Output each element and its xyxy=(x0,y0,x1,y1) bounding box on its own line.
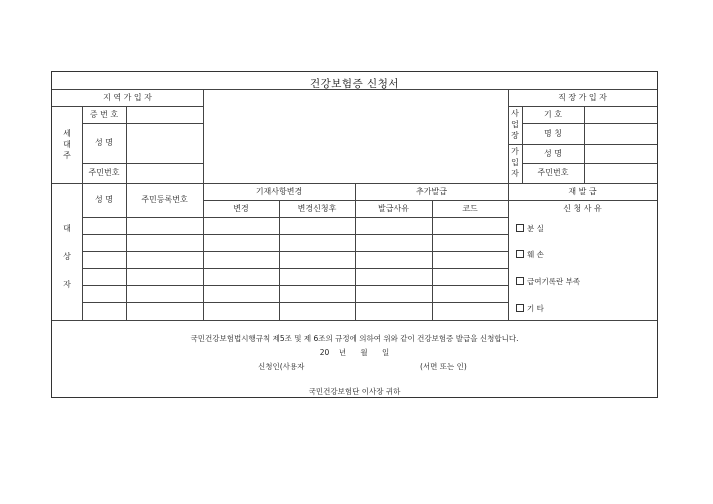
divider xyxy=(203,89,204,183)
name-label: 성 명 xyxy=(95,138,113,147)
checkbox[interactable] xyxy=(516,224,524,232)
divider xyxy=(82,302,508,303)
divider xyxy=(82,251,508,252)
checkbox[interactable] xyxy=(516,277,524,285)
after-change-header: 변경신청후 xyxy=(297,204,337,213)
business-label: 사업장 xyxy=(511,109,519,140)
business-name-field[interactable] xyxy=(585,124,656,143)
target-name-header: 성 명 xyxy=(95,195,113,204)
target-person-label: 대상자 xyxy=(63,224,71,289)
business-name-label: 명 칭 xyxy=(544,129,562,138)
resident-number-field[interactable] xyxy=(127,164,202,182)
issue-reason-header: 발급사유 xyxy=(378,204,409,213)
member-resident-number-label: 주민번호 xyxy=(537,168,569,177)
date-line: 20 년 월 일 xyxy=(319,348,390,357)
option-label: 훼 손 xyxy=(527,250,544,259)
regional-subscriber-header: 지 역 가 입 자 xyxy=(103,93,152,102)
target-rrn-header: 주민등록번호 xyxy=(141,195,188,204)
form-title: 건강보험증 신청서 xyxy=(310,78,399,90)
option-label: 분 실 xyxy=(527,224,544,233)
divider xyxy=(82,268,508,269)
signature-note: (서면 또는 인) xyxy=(420,362,467,371)
reissue-header: 재 발 급 xyxy=(568,187,597,196)
option-lost[interactable] xyxy=(516,223,544,234)
reissue-reason-header: 신 청 사 유 xyxy=(563,204,602,213)
option-other[interactable] xyxy=(516,303,544,314)
divider xyxy=(203,200,657,201)
option-label: 급여기록란 부족 xyxy=(527,277,581,286)
option-damaged[interactable] xyxy=(516,249,544,260)
divider xyxy=(82,285,508,286)
checkbox[interactable] xyxy=(516,304,524,312)
divider xyxy=(82,217,508,218)
member-resident-number-field[interactable] xyxy=(585,164,656,182)
member-label: 가입자 xyxy=(511,147,519,178)
symbol-label: 기 호 xyxy=(544,110,562,119)
insurance-card-application-form xyxy=(51,71,658,398)
member-name-field[interactable] xyxy=(585,145,656,162)
change-header: 변경 xyxy=(233,204,249,213)
code-header: 코드 xyxy=(462,204,478,213)
card-number-field[interactable] xyxy=(127,107,202,122)
recipient: 국민건강보험단 이사장 귀하 xyxy=(308,387,401,396)
detail-change-header: 기재사항변경 xyxy=(255,187,303,196)
extra-issue-header: 추가발급 xyxy=(416,187,447,196)
card-number-label: 증 번 호 xyxy=(89,110,119,119)
option-record-space-full[interactable] xyxy=(516,276,580,287)
name-field[interactable] xyxy=(127,124,202,162)
applicant-label: 신청인(사용자 xyxy=(258,362,305,371)
household-head-label: 세대주 xyxy=(63,129,71,160)
application-statement: 국민건강보험법시행규칙 제5조 및 제 6조의 규정에 의하여 위와 같이 건강보험증 발급을 신청합니다. xyxy=(190,334,519,343)
divider xyxy=(52,89,657,90)
workplace-subscriber-header: 직 장 가 입 자 xyxy=(558,93,607,102)
checkbox[interactable] xyxy=(516,250,524,258)
member-name-label: 성 명 xyxy=(544,149,562,158)
divider xyxy=(82,234,508,235)
resident-number-label: 주민번호 xyxy=(88,168,120,177)
symbol-field[interactable] xyxy=(585,107,656,122)
divider xyxy=(52,320,657,321)
option-label: 기 타 xyxy=(527,304,544,313)
